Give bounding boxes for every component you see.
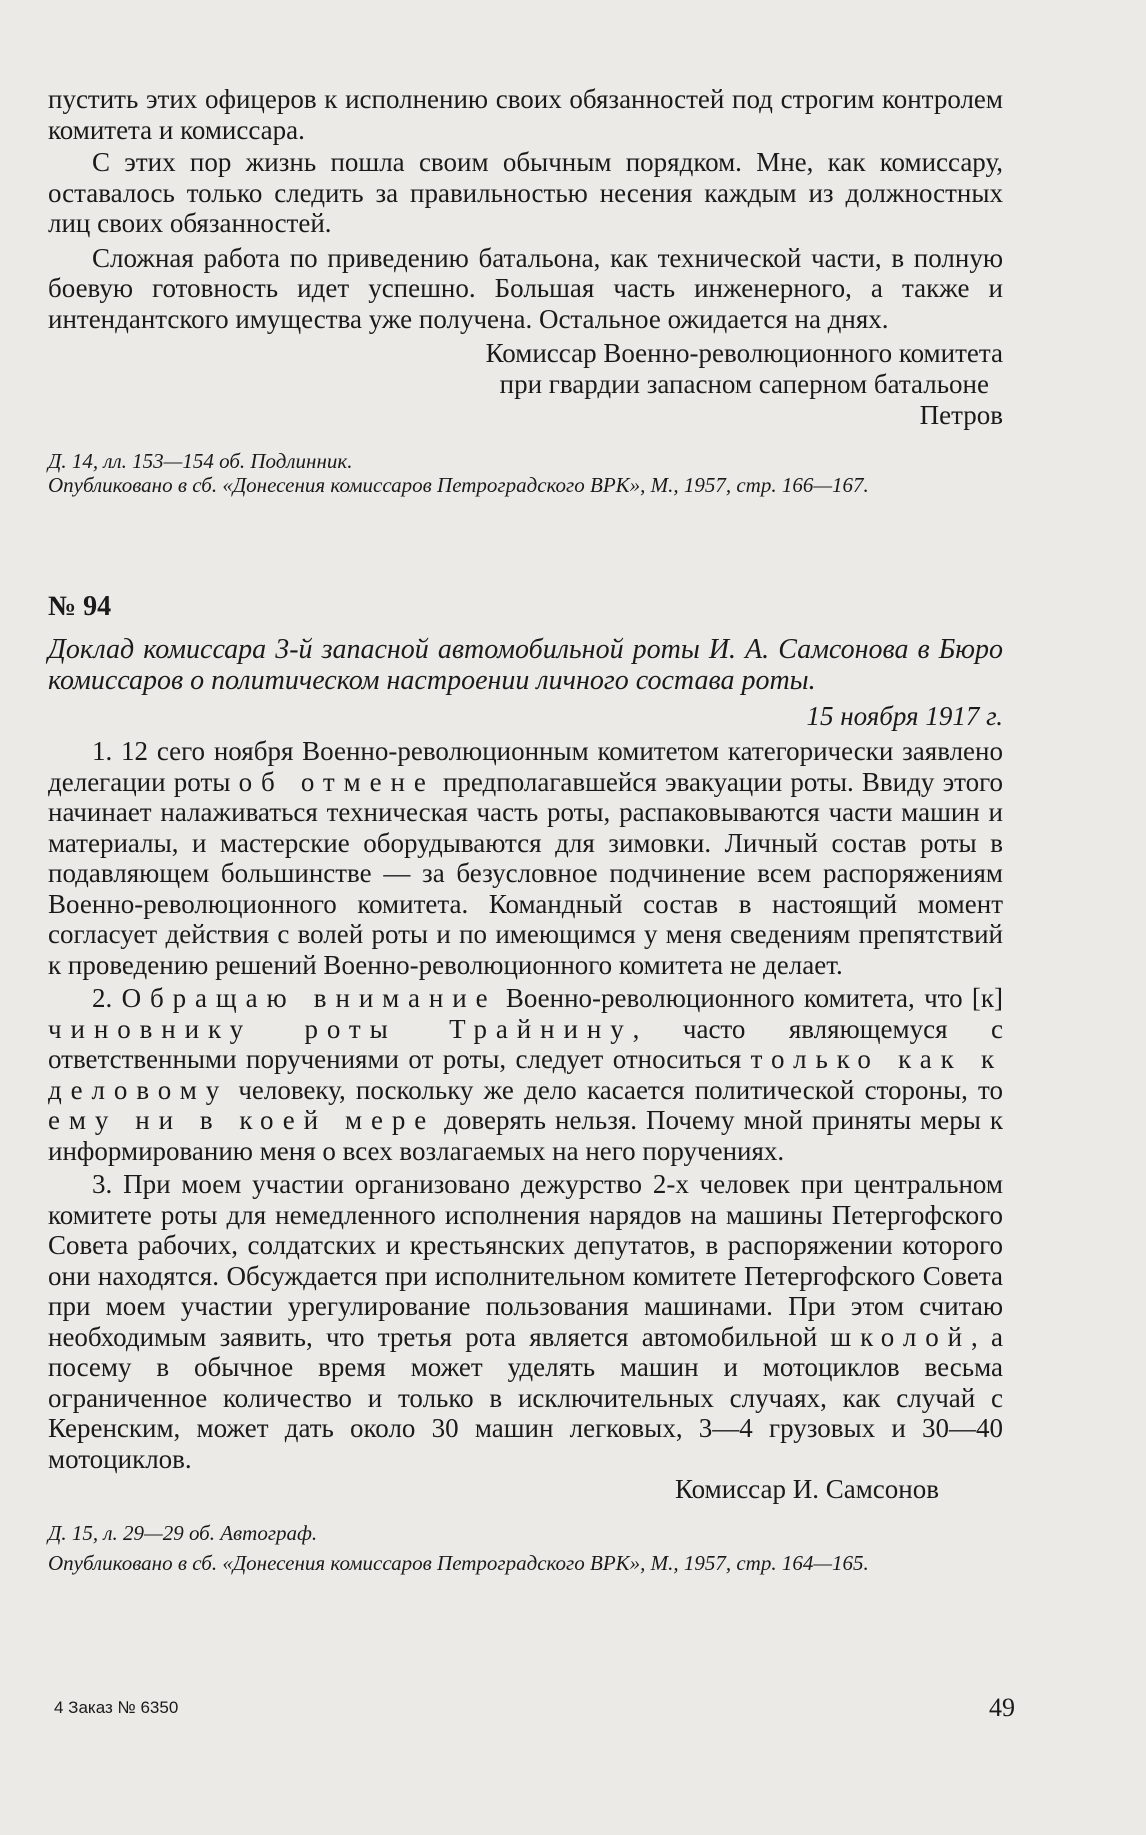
paragraph-item-1	[48, 736, 1003, 980]
emphasized-text: чиновнику роты Трайнину	[48, 1013, 633, 1044]
text-run: , а посему в обычное время может уделять машин и мотоциклов весьма ограниченное количество и только в исключительных случаях, как случай с Керенским, может дать около 30 машин легковых, 3—4 грузовых и 30—40 мотоциклов.	[48, 1321, 1003, 1474]
page-body	[48, 84, 1003, 1575]
emphasized-text: только как к деловому	[48, 1044, 1003, 1105]
text-run: 3. При моем участии организовано дежурство 2-х человек при центральном комитете роты для немедленного исполнения нарядов на машины Петергофского Совета рабочих, солдатских и крестьянских депутатов, в распоряжении которого они находятся. Обсуждается при исполнительном комитете Петергофского Совета при моем участии урегулирование пользования машинами. При этом считаю необходимым заявить, что третья рота является автомобильной	[48, 1169, 1003, 1352]
source-archive-note: Д. 14, лл. 153—154 об. Подлинник.	[48, 449, 353, 473]
signature-title-line: при гвардии запасном саперном батальоне	[499, 369, 989, 399]
page-number: 49	[989, 1693, 1015, 1722]
print-order-mark: 4 Заказ № 6350	[54, 1698, 179, 1717]
text-run: 2.	[92, 983, 122, 1013]
emphasized-text: ему ни в коей мере	[48, 1105, 436, 1135]
signature-title-line: Комиссар Военно-революционного комитета	[485, 338, 1003, 368]
source-archive-note: Д. 15, л. 29—29 об. Автограф.	[48, 1521, 318, 1545]
text-run: , часто являющемуся с ответственными поручениями от роты, следует относиться	[48, 1013, 1003, 1074]
document-title: Доклад комиссара 3-й запасной автомобильной роты И. А. Самсонова в Бюро комиссаров о политическом настроении личного состава роты.	[48, 634, 1003, 696]
text-run: Военно-революционного комитета, что [к]	[496, 983, 1004, 1013]
paragraph-item-3	[48, 1169, 1003, 1474]
emphasized-text: об отмене	[238, 766, 435, 797]
emphasized-text: Обращаю внимание	[121, 983, 497, 1013]
signature-block	[48, 338, 1003, 431]
source-publication-note: Опубликовано в сб. «Донесения комиссаров Петроградского ВРК», М., 1957, стр. 164—165.	[48, 1551, 869, 1575]
text-run: предполагавшейся эвакуации роты. Ввиду этого начинает налаживаться техническая часть роты, распаковываются части машин и материалы, и мастерские оборудываются для зимовки. Личный состав роты в подавляющем большинстве — за безусловное подчинение всем распоряжениям Военно-революционного комитета. Командный состав в настоящий момент согласует действия с волей роты и по имеющимся у меня сведениям препятствий к проведению решений Военно-революционного комитета не делает.	[48, 766, 1004, 980]
paragraph: С этих пор жизнь пошла своим обычным порядком. Мне, как комиссару, оставалось только следить за правильностью несения каждым из должностных лиц своих обязанностей.	[48, 147, 1003, 238]
signature-name: Комиссар И. Самсонов	[675, 1474, 939, 1504]
document-date: 15 ноября 1917 г.	[806, 701, 1003, 731]
paragraph: Сложная работа по приведению батальона, как технической части, в полную боевую готовность идет успешно. Большая часть инженерного, а также и интендантского имущества уже получена. Остальное ожидается на днях.	[48, 242, 1003, 334]
source-publication-note: Опубликовано в сб. «Донесения комиссаров Петроградского ВРК», М., 1957, стр. 166—167.	[48, 473, 869, 497]
signature-block	[48, 1474, 1003, 1505]
signature-name: Петров	[919, 400, 1003, 430]
text-run: 1. 12 сего ноября Военно-революционным комитетом категорически заявлено делегации роты	[48, 736, 1003, 797]
document-number: № 94	[48, 591, 112, 622]
paragraph-item-2	[48, 983, 1003, 1166]
text-run: человеку, поскольку же дело касается политической стороны, то	[228, 1074, 1003, 1105]
text-run: доверять нельзя. Почему мной приняты меры к информированию меня о всех возлагаемых на него поручениях.	[48, 1105, 1003, 1166]
emphasized-text: школой	[830, 1321, 971, 1352]
paragraph-continuation: пустить этих офицеров к исполнению своих обязанностей под строгим контролем комитета и комиссара.	[48, 84, 1003, 145]
